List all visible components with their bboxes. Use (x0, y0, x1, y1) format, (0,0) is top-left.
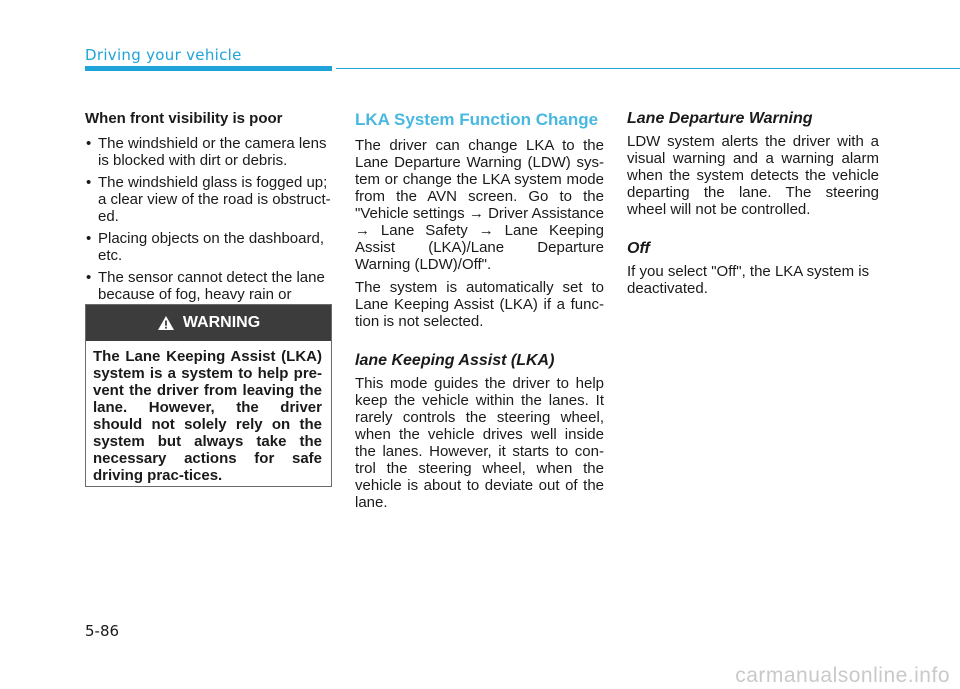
warning-text: The Lane Keeping Assist (LKA) system is a system to help pre-vent the driver from leaving the lane. However, the driver should not solely rely on the system but always take the necessary actions for safe driving prac-tices. (93, 348, 322, 484)
list-item: • The windshield glass is fogged up; a clear view of the road is obstruct-ed. (85, 174, 333, 225)
watermark: carmanualsonline.info (735, 664, 950, 687)
visibility-heading: When front visibility is poor (85, 110, 283, 127)
paragraph: The driver can change LKA to the Lane Departure Warning (LDW) sys-tem or change the LKA system mode from the AVN screen. Go to the "Vehicle settings → Driver Assistance → Lane Safety → Lane Keeping Assist (LKA)/Lane Departure Warning (LDW)/Off". (355, 137, 604, 273)
page-header-title: Driving your vehicle (85, 46, 242, 64)
subsection-title: Off (627, 240, 650, 257)
paragraph: This mode guides the driver to help keep the vehicle within the lanes. It rarely controls the steering wheel, when the vehicle drives well inside the lanes. However, it starts to con-trol the steering wheel, when the vehicle is about to deviate out of the lane. (355, 375, 604, 511)
header-rule-thin (336, 68, 960, 69)
warning-triangle-icon (157, 315, 175, 331)
subsection-title: lane Keeping Assist (LKA) (355, 352, 555, 369)
list-item: • The windshield or the camera lens is blocked with dirt or debris. (85, 135, 333, 169)
page-number: 5-86 (85, 622, 120, 640)
section-title: LKA System Function Change (355, 110, 599, 129)
warning-header (86, 305, 331, 341)
warning-label: WARNING (182, 314, 261, 331)
header-rule-thick (85, 66, 332, 71)
column-left (85, 110, 333, 325)
list-item: • Placing objects on the dashboard, etc. (85, 230, 333, 264)
visibility-list (85, 135, 333, 320)
column-middle (355, 110, 604, 511)
list-item: • The sensor cannot detect the lane because of fog, heavy rain or (85, 269, 333, 320)
paragraph: The system is automatically set to Lane Keeping Assist (LKA) if a func-tion is not selected. (355, 279, 604, 330)
column-right (627, 110, 879, 297)
subsection-title: Lane Departure Warning (627, 110, 813, 127)
paragraph: LDW system alerts the driver with a visual warning and a warning alarm when the system detects the vehicle departing the lane. The steering wheel will not be controlled. (627, 133, 879, 218)
paragraph: If you select "Off", the LKA system is deactivated. (627, 263, 870, 297)
warning-box (85, 304, 332, 487)
